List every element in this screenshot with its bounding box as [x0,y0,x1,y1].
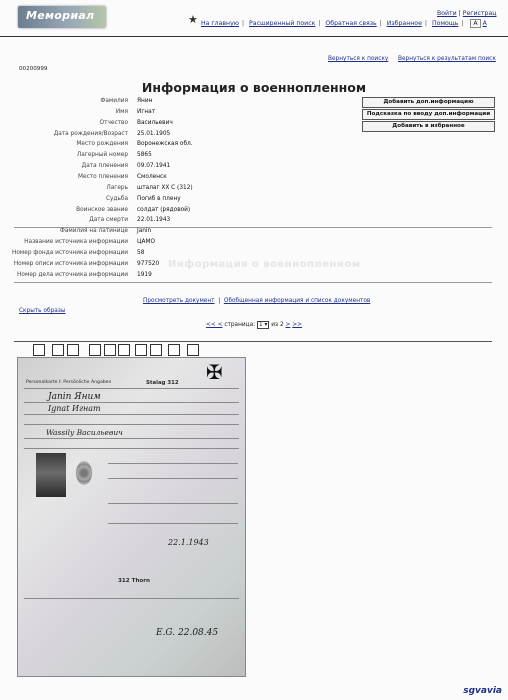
doc-death-date: 22.1.1943 [168,538,209,547]
input-hint-button[interactable]: Подсказка по вводу доп.информации [362,109,495,120]
pager-total: из 2 [271,322,284,328]
info-label: Фамилия [100,98,128,104]
doc-line [108,478,238,479]
image-thumbnail[interactable] [168,344,180,356]
pager-label: страница: [224,322,256,328]
doc-line [24,438,239,439]
info-row [0,196,508,206]
doc-line [24,414,239,415]
prisoner-photo [36,453,66,497]
font-size-small-button[interactable]: А [482,20,487,27]
doc-camp-number: 312 Thorn [118,578,151,584]
info-label: Номер описи источника информации [13,261,128,267]
info-row [0,141,508,151]
info-label: Номер дела источника информации [17,272,128,278]
info-label: Лагерь [106,185,128,191]
info-row [0,174,508,184]
doc-line [24,598,239,599]
add-favorite-button[interactable]: Добавить в избранное [362,121,495,132]
doc-name: Ignat Игнат [48,404,101,413]
pager-last-link[interactable]: >> [292,322,302,328]
info-label: Лагерный номер [76,152,128,158]
iron-cross-icon: ✠ [206,360,223,384]
info-row [0,272,508,282]
nav-home-link[interactable]: На главную [201,20,239,27]
info-value: Васильевич [137,120,173,126]
doc-fathername: Wassily Васильевич [46,428,123,437]
info-row [0,228,508,238]
info-value: 22.01.1943 [137,217,171,223]
back-to-search-link[interactable]: Вернуться к поиску [328,56,389,62]
top-navigation: На главную | Расширенный поиск | Обратная связь | Избранное | Помощь | А А [201,20,487,27]
info-divider [14,282,492,283]
back-to-results-link[interactable]: Вернуться к результатам поиск [398,56,496,62]
add-info-button[interactable]: Добавить доп.информацию [362,97,495,108]
info-value: Janin [137,228,152,234]
info-label: Название источника информации [24,239,128,245]
info-value: шталаг XX C (312) [137,185,193,191]
doc-stalag: Stalag 312 [146,380,179,386]
info-value: Смоленск [137,174,167,180]
watermark: sgvavia [463,686,502,696]
info-value: солдат (рядовой) [137,207,191,213]
record-id: 00200999 [19,66,48,72]
font-size-large-button[interactable]: А [470,19,480,28]
page-select[interactable]: 1 ▾ [258,322,268,328]
site-logo[interactable]: Мемориал [18,6,106,28]
login-link[interactable]: Войти [437,10,457,17]
content-divider [14,341,492,342]
info-label: Имя [115,109,128,115]
image-thumbnail[interactable] [33,344,45,356]
view-document-link[interactable]: Просмотреть документ [143,298,215,304]
hide-images-link[interactable]: Скрыть образы [19,308,66,314]
info-value: Воронежская обл. [137,141,193,147]
info-value: Янин [137,98,153,104]
doc-line [108,503,238,504]
doc-line [24,448,239,449]
info-value: 5865 [137,152,152,158]
fingerprint [76,461,92,485]
doc-line [108,463,238,464]
info-value: 09.07.1941 [137,163,171,169]
doc-line [108,523,238,524]
info-label: Номер фонда источника информации [12,250,128,256]
general-info-link[interactable]: Обобщенная информация и список документов [223,298,371,304]
info-value: 1919 [137,272,152,278]
pager-prev-link[interactable]: << < [206,322,223,328]
doc-header-text: Personalkarte I: Persönliche Angaben [26,380,112,385]
image-thumbnail[interactable] [67,344,79,356]
document-links: Просмотреть документ | Обобщенная информация и список документов [143,298,371,304]
image-thumbnail[interactable] [135,344,147,356]
info-row [0,163,508,173]
info-label: Место пленения [78,174,128,180]
info-label: Место рождения [76,141,128,147]
info-value: ЦАМО [137,239,156,245]
info-label: Судьба [105,196,128,202]
info-row [0,185,508,195]
nav-advanced-search-link[interactable]: Расширенный поиск [249,20,316,27]
register-link[interactable]: Регистрац [462,10,497,17]
page-title: Информация о военнопленном [141,80,367,95]
info-value: 977520 [137,261,160,267]
doc-surname: Janin Яним [48,392,101,402]
info-label: Дата смерти [89,217,128,223]
image-thumbnail[interactable] [187,344,199,356]
image-thumbnail[interactable] [89,344,101,356]
info-row [0,152,508,162]
image-thumbnail[interactable] [118,344,130,356]
info-label: Дата рождения/Возраст [53,131,128,137]
document-scan[interactable] [17,357,246,677]
nav-favorites-link[interactable]: Избранное [386,20,422,27]
info-row [0,239,508,249]
doc-line [24,424,239,425]
pagination [0,321,508,329]
pager-next-link[interactable]: > [285,322,291,328]
info-row [0,131,508,141]
image-thumbnail[interactable] [104,344,116,356]
star-icon: ★ [188,13,198,26]
doc-line [24,388,239,389]
info-row [0,217,508,227]
info-value: 58 [137,250,145,256]
info-label: Воинское звание [76,207,128,213]
doc-signature: E.G. 22.08.45 [156,628,219,638]
info-value: Игнат [137,109,156,115]
info-label: Отчество [99,120,128,126]
info-row [0,207,508,217]
info-value: 25.01.1905 [137,131,171,137]
page-select-value: 1 [258,322,263,328]
doc-line [24,402,239,403]
image-thumbnail[interactable] [150,344,162,356]
nav-feedback-link[interactable]: Обратная связь [325,20,377,27]
login-links: Войти | Регистрац [437,10,497,17]
nav-help-link[interactable]: Помощь [431,20,459,27]
info-label: Дата пленения [81,163,128,169]
ghost-bleed-text: Информация о военнопленном [168,259,361,270]
header-divider [0,36,508,37]
info-value: Погиб в плену [137,196,181,202]
image-thumbnail[interactable] [52,344,64,356]
info-label: Фамилия на латинице [59,228,128,234]
